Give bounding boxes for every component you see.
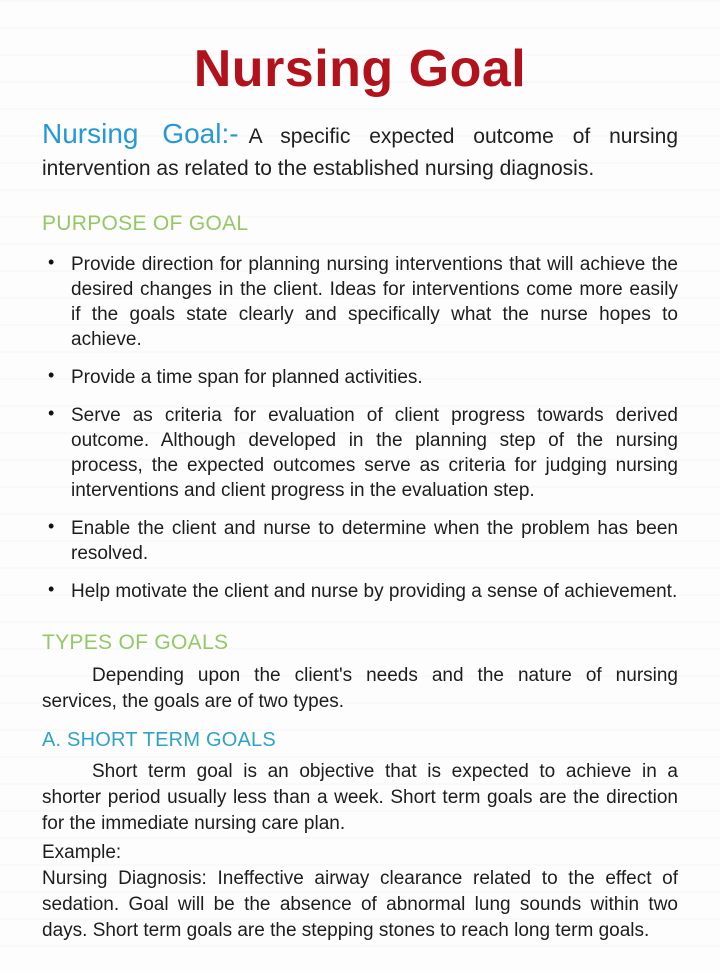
definition-lead: Nursing Goal:- (42, 118, 239, 150)
short-term-paragraph: Short term goal is an objective that is expected to achieve in a shorter period usually less than a week. Short term goals are the direction for the immediate nursing care plan. (42, 760, 678, 834)
section-heading-types: TYPES OF GOALS (42, 631, 229, 655)
types-intro-paragraph: Depending upon the client's needs and the nature of nursing services, the goals are of two types. (42, 664, 678, 712)
bullet-text: Provide direction for planning nursing interventions that will achieve the desired changes in the client. Ideas for interventions come more easily if the goals state clearly and specifically what the nurse hopes to achieve. (71, 254, 678, 351)
bullet-item (42, 516, 678, 566)
bullet-item (42, 579, 678, 604)
bullet-item (42, 365, 678, 390)
section-heading-purpose: PURPOSE OF GOAL (42, 212, 249, 236)
bullet-icon: • (48, 579, 55, 600)
bullet-text: Provide a time span for planned activities. (71, 367, 423, 389)
bullet-text: Enable the client and nurse to determine when the problem has been resolved. (71, 518, 678, 565)
bullet-icon: • (48, 403, 55, 424)
bullet-item (42, 403, 678, 503)
bullet-text: Serve as criteria for evaluation of client progress towards derived outcome. Although developed in the planning step of the nursing process, the expected outcomes serve as criteria for judging nursing interventions and client progress in the evaluation step. (71, 405, 678, 502)
bullet-icon: • (48, 252, 55, 273)
page-title: Nursing Goal (193, 40, 527, 98)
subsection-heading-short-term: A. SHORT TERM GOALS (42, 728, 276, 751)
example-label: Example: (42, 841, 122, 863)
document-page (0, 40, 720, 944)
definition-paragraph (42, 118, 678, 185)
bullet-icon: • (48, 365, 55, 386)
purpose-bullet-list (42, 252, 678, 604)
bullet-item (42, 252, 678, 352)
definition-text: A specific expected outcome of nursing intervention as related to the established nursing diagnosis. (42, 125, 678, 181)
example-paragraph: Nursing Diagnosis: Ineffective airway clearance related to the effect of sedation. Goal will be the absence of abnormal lung sounds within two days. Short term goals are the stepping stones to reach long term goals. (42, 867, 678, 941)
bullet-text: Help motivate the client and nurse by providing a sense of achievement. (71, 581, 678, 603)
bullet-icon: • (48, 516, 55, 537)
